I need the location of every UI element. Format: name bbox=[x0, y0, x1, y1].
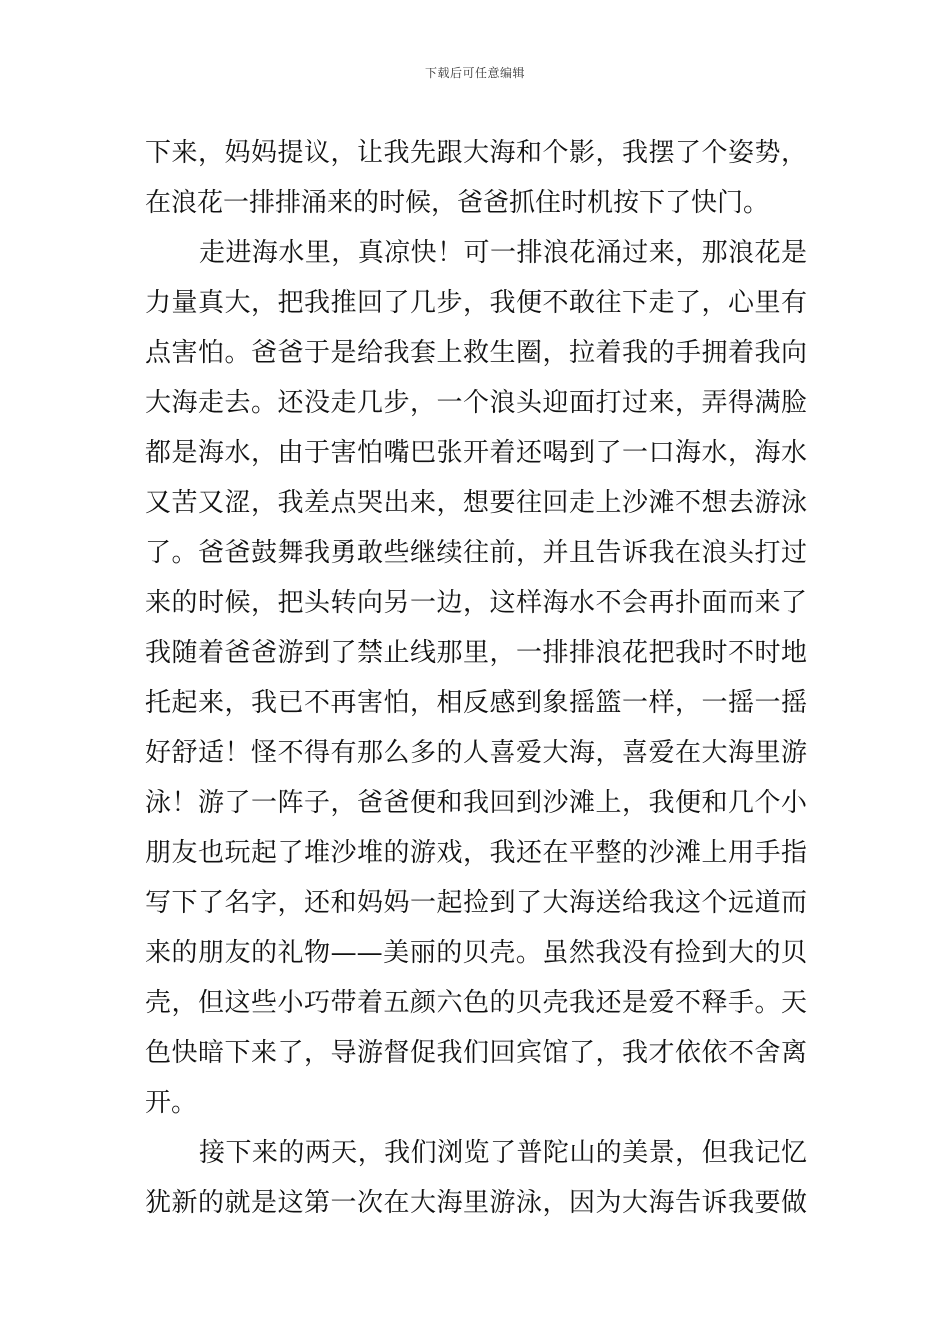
paragraph-first-line: 走进海水里，真凉快！可一排浪花涌过来，那浪花是 bbox=[199, 238, 807, 268]
text-line: 泳！游了一阵子，爸爸便和我回到沙滩上，我便和几个小 bbox=[145, 788, 807, 818]
text-line: 色快暗下来了，导游督促我们回宾馆了，我才依依不舍离 bbox=[145, 1038, 807, 1068]
text-line: 托起来，我已不再害怕，相反感到象摇篮一样，一摇一摇 bbox=[145, 688, 807, 718]
text-line: 来的朋友的礼物——美丽的贝壳。虽然我没有捡到大的贝 bbox=[145, 938, 807, 968]
text-line: 我随着爸爸游到了禁止线那里，一排排浪花把我时不时地 bbox=[145, 638, 807, 668]
text-line: 好舒适！怪不得有那么多的人喜爱大海，喜爱在大海里游 bbox=[145, 738, 807, 768]
text-line: 开。 bbox=[145, 1088, 198, 1118]
text-line: 大海走去。还没走几步，一个浪头迎面打过来，弄得满脸 bbox=[145, 388, 807, 418]
body-text bbox=[145, 128, 807, 1228]
text-line: 在浪花一排排涌来的时候，爸爸抓住时机按下了快门。 bbox=[145, 188, 770, 218]
page-header: 下载后可任意编辑 bbox=[424, 66, 525, 80]
text-line: 又苦又涩，我差点哭出来，想要往回走上沙滩不想去游泳 bbox=[145, 488, 807, 518]
text-line: 都是海水，由于害怕嘴巴张开着还喝到了一口海水，海水 bbox=[145, 438, 807, 468]
text-line: 点害怕。爸爸于是给我套上救生圈，拉着我的手拥着我向 bbox=[145, 338, 807, 368]
text-line: 犹新的就是这第一次在大海里游泳，因为大海告诉我要做 bbox=[145, 1188, 807, 1218]
text-line: 来的时候，把头转向另一边，这样海水不会再扑面而来了 bbox=[145, 588, 807, 618]
text-line: 壳，但这些小巧带着五颜六色的贝壳我还是爱不释手。天 bbox=[145, 988, 807, 1018]
paragraph-first-line: 接下来的两天，我们浏览了普陀山的美景，但我记忆 bbox=[199, 1138, 807, 1168]
text-line: 朋友也玩起了堆沙堆的游戏，我还在平整的沙滩上用手指 bbox=[145, 838, 807, 868]
text-line: 力量真大，把我推回了几步，我便不敢往下走了，心里有 bbox=[145, 288, 807, 318]
text-line: 下来，妈妈提议，让我先跟大海和个影，我摆了个姿势， bbox=[145, 138, 807, 168]
text-line: 写下了名字，还和妈妈一起捡到了大海送给我这个远道而 bbox=[145, 888, 807, 918]
text-line: 了。爸爸鼓舞我勇敢些继续往前，并且告诉我在浪头打过 bbox=[145, 538, 807, 568]
